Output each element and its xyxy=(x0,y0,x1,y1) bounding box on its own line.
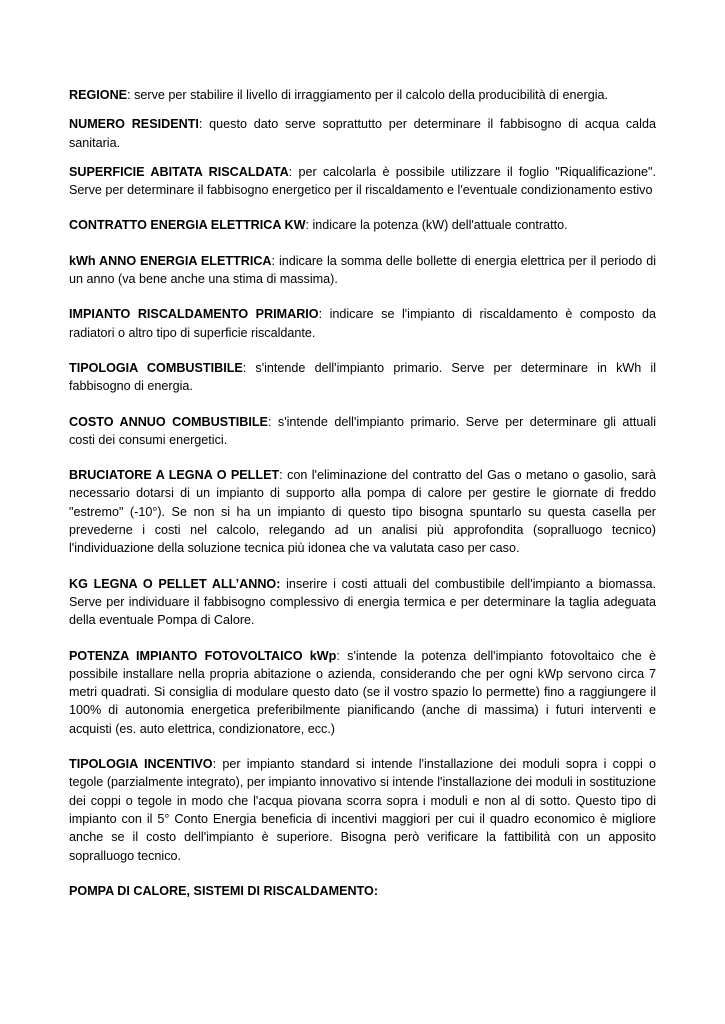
entry-term: CONTRATTO ENERGIA ELETTRICA KW xyxy=(69,218,306,233)
entry-text: s'intende la potenza dell'impianto fotovoltaico che è possibile installare nella propria abitazione o azienda, considerando che per ogni kWp servono circa 7 metri quadrati. Si consiglia di modulare questo dato (se il vostro spazio lo permette) fino a raggiungere il 100% di autonomia energetica preferibilmente pianificando (anche di massima) i futuri interventi e acquisti (es. auto elettrica, condizionatore, ecc.) xyxy=(69,648,656,736)
entry-numero-residenti xyxy=(69,115,656,152)
entry-term: NUMERO RESIDENTI xyxy=(69,117,199,132)
document-page xyxy=(69,86,656,917)
entry-text: indicare la somma delle bollette di energia elettrica per il periodo di un anno (va bene anche una stima di massima). xyxy=(69,253,656,287)
entry-text: per calcolarla è possibile utilizzare il foglio "Riqualificazione". Serve per determinare il fabbisogno energetico per il riscaldamento e l'eventuale condizionamento estivo xyxy=(69,164,656,198)
entry-term: SUPERFICIE ABITATA RISCALDATA xyxy=(69,164,289,179)
entry-bruciatore xyxy=(69,466,656,557)
entry-separator: : xyxy=(267,414,278,429)
entry-impianto-riscaldamento xyxy=(69,305,656,342)
entry-kwh-anno xyxy=(69,252,656,289)
entry-term: REGIONE xyxy=(69,88,128,102)
entry-separator: : xyxy=(127,88,135,102)
entry-text: s'intende dell'impianto primario. Serve per determinare in kWh il fabbisogno di energia. xyxy=(69,360,656,394)
entry-text: per impianto standard si intende l'installazione dei moduli sopra i coppi o tegole (parzialmente integrato), per impianto innovativo si intende l'installazione dei moduli in sostituzione dei coppi o tegole in modo che l'acqua piovana scorra sopra i moduli e non al di sotto. Questo tipo di impianto con il 5° Conto Energia beneficia di incentivi maggiori per cui il quadro economico è migliore anche se il costo dell'impianto è superiore. Bisogna però verificare la fattibilità con un apposito sopralluogo tecnico. xyxy=(69,757,657,863)
entry-regione xyxy=(69,86,656,104)
entry-text: s'intende dell'impianto primario. Serve per determinare gli attuali costi dei consumi energetici. xyxy=(69,414,657,447)
entry-text: questo dato serve soprattutto per determinare il fabbisogno di acqua calda sanitaria. xyxy=(69,117,656,150)
entry-potenza-fotovoltaico xyxy=(69,647,656,738)
entry-kg-legna xyxy=(69,575,656,630)
entry-costo-annuo xyxy=(69,413,656,450)
entry-text: indicare se l'impianto di riscaldamento è composto da radiatori o altro tipo di superficie riscaldante. xyxy=(69,307,656,340)
entry-separator: : xyxy=(318,307,330,322)
entry-term: COSTO ANNUO COMBUSTIBILE xyxy=(69,414,268,429)
entry-tipologia-incentivo xyxy=(69,755,656,865)
entry-term: TIPOLOGIA COMBUSTIBILE xyxy=(69,360,243,375)
entry-text: indicare la potenza (kW) dell'attuale contratto. xyxy=(312,218,568,233)
entry-separator: : xyxy=(305,218,313,233)
entry-superficie-abitata xyxy=(69,163,656,200)
entry-separator: : xyxy=(336,648,348,663)
entry-separator: : xyxy=(279,468,288,483)
entry-term: KG LEGNA O PELLET ALL’ANNO: xyxy=(69,576,281,591)
entry-term: IMPIANTO RISCALDAMENTO PRIMARIO xyxy=(69,307,319,322)
entry-term: POMPA DI CALORE, SISTEMI DI RISCALDAMENTO: xyxy=(69,883,379,898)
entry-text: inserire i costi attuali del combustibile dell'impianto a biomassa. Serve per individuare il fabbisogno complessivo di energia termica e per determinare la taglia adeguata della eventuale Pompa di Calore. xyxy=(69,576,656,628)
section-heading-pompa-di-calore xyxy=(69,882,656,900)
entry-separator: : xyxy=(198,117,210,132)
entry-tipologia-combustibile xyxy=(69,359,656,396)
entry-term: POTENZA IMPIANTO FOTOVOLTAICO kWp xyxy=(69,648,337,663)
entry-separator: : xyxy=(212,757,223,772)
entry-term: BRUCIATORE A LEGNA O PELLET xyxy=(69,468,280,483)
entry-text: con l'eliminazione del contratto del Gas o metano o gasolio, sarà necessario dotarsi di un impianto di supporto alla pompa di calore per gestire le giornate di freddo "estremo" (-10°). Se non si ha un impianto di questo tipo bisogna spuntarlo su questa casella per prevederne i costi nel calcolo, relegando ad un analisi più approfondita (sopralluogo tecnico) l'individuazione della soluzione tecnica più idonea che va valutata caso per caso. xyxy=(69,468,657,556)
entry-separator: : xyxy=(288,164,299,179)
entry-text: serve per stabilire il livello di irraggiamento per il calcolo della producibilità di energia. xyxy=(134,88,608,102)
entry-term: kWh ANNO ENERGIA ELETTRICA xyxy=(69,253,272,268)
entry-contratto-energia xyxy=(69,216,656,234)
entry-separator: : xyxy=(242,360,256,375)
entry-term: TIPOLOGIA INCENTIVO xyxy=(69,757,213,772)
entry-separator: : xyxy=(271,253,279,268)
